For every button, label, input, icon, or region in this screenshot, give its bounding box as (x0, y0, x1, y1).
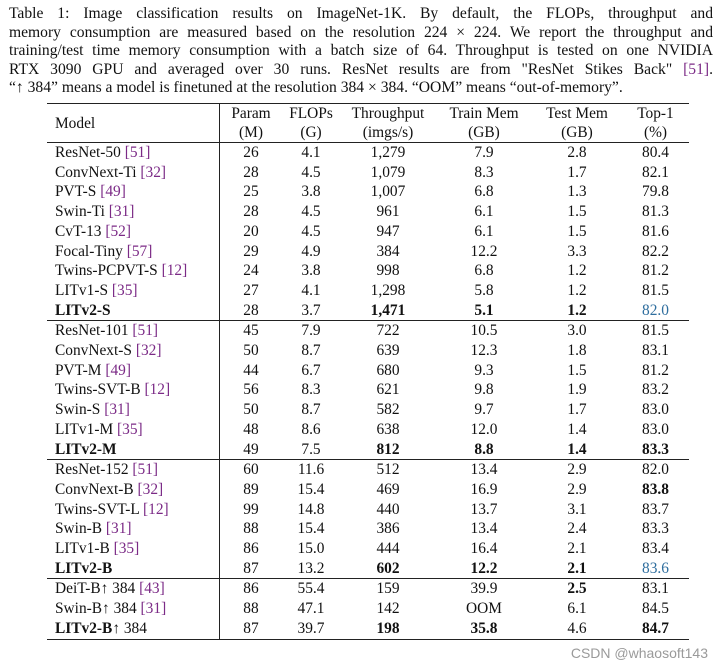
table-row (47, 361, 689, 381)
train-mem-cell: 6.1 (474, 222, 494, 240)
model-citation[interactable]: [12] (161, 262, 188, 280)
model-name: DeiT-B (55, 580, 101, 598)
throughput-cell: 680 (376, 361, 400, 379)
throughput-cell: 1,007 (370, 183, 406, 201)
throughput-cell: 386 (376, 520, 400, 538)
param-cell: 28 (220, 163, 283, 183)
model-cell (47, 500, 220, 520)
flops-cell: 4.5 (301, 222, 321, 240)
top1-cell: 81.6 (642, 222, 669, 240)
train-mem-cell: 16.9 (470, 480, 498, 498)
throughput-cell: 961 (376, 203, 400, 221)
model-citation[interactable]: [57] (126, 242, 153, 260)
flops-cell: 13.2 (297, 559, 325, 577)
table-row (47, 500, 689, 520)
caption-line-1: Table 1: Image classification results on ImageNet-1K. By default, the FLOPs, throughput and (9, 5, 713, 22)
throughput-cell: 444 (376, 540, 400, 558)
test-mem-cell: 1.8 (567, 342, 587, 360)
param-cell: 56 (220, 380, 283, 400)
model-cell (47, 480, 220, 500)
param-cell: 48 (220, 420, 283, 440)
model-cell (47, 579, 220, 599)
throughput-cell: 1,079 (370, 163, 406, 181)
top1-cell: 83.0 (642, 420, 669, 438)
watermark: CSDN @whaosoft143 (570, 645, 708, 661)
flops-cell: 8.3 (301, 381, 321, 399)
model-citation[interactable]: [43] (139, 580, 165, 598)
test-mem-cell: 2.9 (567, 480, 587, 498)
table-row (47, 281, 689, 301)
param-cell: 44 (220, 361, 283, 381)
model-cell (47, 400, 220, 420)
test-mem-cell: 2.1 (567, 540, 587, 558)
model-cell (47, 539, 220, 559)
train-mem-cell: 9.3 (474, 361, 494, 379)
flops-cell: 7.9 (282, 321, 340, 341)
param-cell: 20 (220, 222, 283, 242)
model-citation[interactable]: [35] (111, 281, 138, 299)
table-row (47, 163, 689, 183)
table-row (47, 301, 689, 321)
param-cell: 89 (220, 480, 283, 500)
table-row (47, 519, 689, 539)
param-cell: 24 (220, 261, 283, 281)
throughput-cell: 440 (376, 500, 400, 518)
model-name: ConvNext-S (55, 342, 132, 360)
flops-cell: 4.1 (301, 281, 321, 299)
top1-cell: 82.0 (642, 301, 669, 319)
model-cell (47, 619, 220, 639)
throughput-cell: 159 (340, 579, 436, 599)
table-row (47, 480, 689, 500)
header-throughput: Throughput (351, 105, 425, 122)
model-cell (47, 281, 220, 301)
model-cell (47, 301, 220, 321)
caption-citation[interactable]: [51] (683, 60, 710, 78)
top1-cell: 84.5 (642, 600, 669, 618)
table-group (47, 143, 689, 321)
param-cell: 60 (220, 460, 283, 480)
flops-cell: 14.8 (297, 500, 325, 518)
model-name: Focal-Tiny (55, 242, 123, 260)
model-cell (47, 182, 220, 202)
model-name: Twins-SVT-B (55, 381, 141, 399)
flops-cell: 8.7 (301, 401, 321, 419)
train-mem-cell: 12.3 (470, 342, 498, 360)
model-cell (47, 261, 220, 281)
param-cell: 25 (220, 182, 283, 202)
test-mem-cell: 2.1 (567, 559, 587, 577)
top1-cell: 83.3 (642, 440, 669, 458)
model-name: ResNet-152 (55, 461, 129, 479)
train-mem-cell: OOM (466, 600, 502, 618)
flops-cell: 3.8 (301, 183, 321, 201)
table-row (47, 420, 689, 440)
throughput-cell: 1,279 (340, 143, 436, 163)
test-mem-cell: 1.4 (567, 440, 587, 458)
top1-cell: 83.7 (642, 500, 669, 518)
model-name: LITv2-M (55, 440, 117, 458)
test-mem-cell: 1.2 (567, 262, 587, 280)
table-row (47, 341, 689, 361)
throughput-cell: 384 (376, 242, 400, 260)
flops-cell: 39.7 (297, 619, 325, 637)
flops-cell: 6.7 (301, 361, 321, 379)
model-name: Swin-Ti (55, 203, 105, 221)
top1-cell: 83.8 (642, 480, 669, 498)
param-cell: 87 (220, 559, 283, 579)
model-cell (47, 460, 220, 480)
train-mem-cell: 6.8 (474, 262, 494, 280)
model-citation[interactable]: [31] (140, 600, 167, 618)
model-name: PVT-M (55, 361, 102, 379)
test-mem-cell: 3.0 (532, 321, 622, 341)
top1-cell: 81.2 (642, 262, 669, 280)
model-name: LITv2-S (55, 301, 111, 319)
param-cell: 88 (220, 519, 283, 539)
table-header (47, 104, 689, 143)
throughput-cell: 1,298 (370, 281, 406, 299)
model-cell (47, 519, 220, 539)
model-name: Swin-B (55, 520, 103, 538)
train-mem-cell: 8.3 (474, 163, 494, 181)
header-top1: Top-1 (637, 105, 674, 122)
top1-cell: 82.0 (622, 460, 689, 480)
flops-cell: 47.1 (297, 600, 325, 618)
model-name: LITv1-S (55, 281, 109, 299)
param-cell: 88 (220, 599, 283, 619)
test-mem-cell: 1.7 (567, 163, 587, 181)
throughput-cell: 198 (376, 619, 400, 637)
top1-cell: 83.4 (642, 540, 669, 558)
train-mem-cell: 12.2 (470, 242, 498, 260)
test-mem-cell: 1.2 (567, 301, 587, 319)
model-citation[interactable]: [31] (108, 203, 135, 221)
train-mem-cell: 6.1 (474, 203, 494, 221)
flops-cell: 15.4 (297, 520, 325, 538)
model-name: LITv2-B (55, 619, 113, 637)
model-resolution-suffix: ↑ 384 (102, 600, 137, 618)
header-model: Model (55, 114, 96, 132)
caption-line-4-end: . (709, 60, 713, 78)
top1-cell: 82.1 (642, 163, 669, 181)
throughput-cell: 469 (376, 480, 400, 498)
top1-cell: 83.3 (642, 520, 669, 538)
param-cell: 49 (220, 440, 283, 460)
throughput-cell: 812 (376, 440, 400, 458)
train-mem-cell: 35.8 (470, 619, 498, 637)
param-cell: 27 (220, 281, 283, 301)
throughput-cell: 639 (376, 342, 400, 360)
model-name: LITv2-B (55, 559, 113, 577)
table-row (47, 261, 689, 281)
throughput-cell: 602 (376, 559, 400, 577)
header-flops-unit: (G) (282, 123, 340, 143)
flops-cell: 4.9 (301, 242, 321, 260)
top1-cell: 81.3 (642, 203, 669, 221)
train-mem-cell: 5.1 (474, 301, 494, 319)
throughput-cell: 998 (376, 262, 400, 280)
train-mem-cell: 13.4 (436, 460, 532, 480)
top1-cell: 81.5 (642, 281, 669, 299)
top1-cell: 83.1 (622, 579, 689, 599)
flops-cell: 3.7 (301, 301, 321, 319)
train-mem-cell: 13.4 (470, 520, 498, 538)
top1-cell: 79.8 (642, 183, 669, 201)
flops-cell: 11.6 (282, 460, 340, 480)
train-mem-cell: 13.7 (470, 500, 498, 518)
model-name: PVT-S (55, 183, 97, 201)
throughput-cell: 722 (340, 321, 436, 341)
table-row (47, 579, 689, 599)
model-cell (47, 143, 220, 163)
flops-cell: 4.5 (301, 163, 321, 181)
train-mem-cell: 7.9 (436, 143, 532, 163)
model-name: Swin-S (55, 401, 101, 419)
table-row (47, 539, 689, 559)
test-mem-cell: 1.5 (567, 222, 587, 240)
test-mem-cell: 1.2 (567, 281, 587, 299)
flops-cell: 7.5 (301, 440, 321, 458)
train-mem-cell: 39.9 (436, 579, 532, 599)
table-row (47, 599, 689, 619)
table-row (47, 222, 689, 242)
train-mem-cell: 16.4 (470, 540, 498, 558)
model-cell (47, 559, 220, 579)
table-row (47, 619, 689, 639)
model-citation[interactable]: [49] (105, 361, 131, 379)
param-cell: 45 (220, 321, 283, 341)
model-citation[interactable]: [51] (124, 144, 151, 161)
flops-cell: 4.1 (282, 143, 340, 163)
throughput-cell: 1,471 (370, 301, 406, 319)
top1-cell: 83.6 (642, 559, 669, 577)
param-cell: 50 (220, 400, 283, 420)
top1-cell: 83.2 (642, 381, 669, 399)
table-row (47, 321, 689, 341)
top1-cell: 83.1 (642, 342, 669, 360)
train-mem-cell: 6.8 (474, 183, 494, 201)
table-row (47, 380, 689, 400)
model-resolution-suffix: ↑ 384 (100, 580, 136, 598)
header-test-mem-unit: (GB) (532, 123, 622, 143)
caption-line-4 (9, 61, 713, 80)
model-name: Twins-SVT-L (55, 500, 140, 518)
caption-line-3: training/test time memory consumption with a batch size of 64. Throughput is tested on one NVIDIA (9, 42, 713, 60)
table-row (47, 182, 689, 202)
test-mem-cell: 1.3 (567, 183, 587, 201)
test-mem-cell: 1.4 (567, 420, 587, 438)
model-name: Twins-PCPVT-S (55, 262, 158, 280)
param-cell: 86 (220, 539, 283, 559)
param-cell: 87 (220, 619, 283, 639)
model-cell (47, 163, 220, 183)
test-mem-cell: 1.9 (567, 381, 587, 399)
header-test-mem: Test Mem (546, 105, 608, 122)
model-cell (47, 202, 220, 222)
throughput-cell: 947 (376, 222, 400, 240)
table-row (47, 559, 689, 579)
table-row (47, 242, 689, 262)
model-citation[interactable]: [31] (105, 520, 132, 538)
flops-cell: 8.7 (301, 342, 321, 360)
top1-cell: 81.2 (642, 361, 669, 379)
top1-cell: 81.5 (622, 321, 689, 341)
flops-cell: 4.5 (301, 203, 321, 221)
top1-cell: 83.0 (642, 401, 669, 419)
model-name: CvT-13 (55, 222, 102, 240)
table-row (47, 143, 689, 163)
caption-line-2: memory consumption are measured based on the resolution 224 × 224. We report the throughput and (9, 23, 713, 41)
flops-cell: 8.6 (301, 420, 321, 438)
test-mem-cell: 6.1 (567, 600, 587, 618)
model-cell (47, 440, 220, 460)
table-group (47, 460, 689, 579)
throughput-cell: 621 (376, 381, 400, 399)
header-param-unit: (M) (220, 123, 283, 143)
model-name: Swin-B (55, 600, 103, 618)
model-citation[interactable]: [35] (117, 420, 143, 438)
test-mem-cell: 3.3 (567, 242, 587, 260)
model-citation[interactable]: [32] (140, 163, 167, 181)
model-cell (47, 321, 220, 341)
throughput-cell: 638 (376, 420, 400, 438)
table-group (47, 321, 689, 460)
flops-cell: 55.4 (282, 579, 340, 599)
test-mem-cell: 4.6 (567, 619, 587, 637)
train-mem-cell: 10.5 (436, 321, 532, 341)
header-flops: FLOPs (289, 105, 333, 122)
model-name: LITv1-M (55, 420, 114, 438)
model-citation[interactable]: [35] (113, 540, 140, 558)
test-mem-cell: 1.7 (567, 401, 587, 419)
param-cell: 86 (220, 579, 283, 599)
train-mem-cell: 9.7 (474, 401, 494, 419)
param-cell: 29 (220, 242, 283, 262)
caption-line-4-text: RTX 3090 GPU and averaged over 30 runs. ResNet results are from "ResNet Stikes Back" (9, 60, 684, 78)
param-cell: 28 (220, 202, 283, 222)
model-cell (47, 599, 220, 619)
train-mem-cell: 12.2 (470, 559, 498, 577)
model-citation[interactable]: [49] (100, 183, 126, 201)
flops-cell: 15.0 (297, 540, 325, 558)
model-name: ConvNext-Ti (55, 163, 137, 181)
test-mem-cell: 1.5 (567, 361, 587, 379)
param-cell: 99 (220, 500, 283, 520)
model-cell (47, 380, 220, 400)
table-row (47, 202, 689, 222)
table-row (47, 400, 689, 420)
model-citation[interactable]: [32] (137, 480, 164, 498)
param-cell: 28 (220, 301, 283, 321)
test-mem-cell: 3.1 (567, 500, 587, 518)
param-cell: 26 (220, 143, 283, 163)
model-citation[interactable]: [51] (132, 461, 159, 479)
header-train-mem-unit: (GB) (436, 123, 532, 143)
test-mem-cell: 1.5 (567, 203, 587, 221)
train-mem-cell: 5.8 (474, 281, 494, 299)
model-cell (47, 222, 220, 242)
flops-cell: 3.8 (301, 262, 321, 280)
top1-cell: 84.7 (642, 619, 669, 637)
model-cell (47, 242, 220, 262)
header-train-mem: Train Mem (449, 105, 519, 122)
header-top1-unit: (%) (622, 123, 689, 143)
test-mem-cell: 2.8 (532, 143, 622, 163)
test-mem-cell: 2.4 (567, 520, 587, 538)
top1-cell: 80.4 (622, 143, 689, 163)
throughput-cell: 582 (376, 401, 400, 419)
model-citation[interactable]: [51] (132, 322, 159, 340)
model-cell (47, 341, 220, 361)
caption-line-5: “↑ 384” means a model is finetuned at the resolution 384 × 384. “OOM” means “out-of-memory”. (9, 79, 623, 97)
model-cell (47, 361, 220, 381)
model-citation[interactable]: [52] (105, 222, 131, 240)
model-resolution-suffix: ↑ 384 (112, 619, 147, 637)
results-table (47, 103, 689, 640)
throughput-cell: 512 (340, 460, 436, 480)
model-name: ResNet-101 (55, 322, 129, 340)
model-name: ResNet-50 (55, 144, 121, 161)
header-param: Param (220, 104, 283, 124)
model-citation[interactable]: [12] (144, 381, 171, 399)
model-citation[interactable]: [31] (104, 401, 130, 419)
train-mem-cell: 8.8 (474, 440, 494, 458)
model-citation[interactable]: [12] (143, 500, 169, 518)
table-group (47, 579, 689, 639)
table-row (47, 460, 689, 480)
model-citation[interactable]: [32] (135, 342, 162, 360)
test-mem-cell: 2.9 (532, 460, 622, 480)
throughput-cell: 142 (376, 600, 400, 618)
top1-cell: 82.2 (642, 242, 669, 260)
table-caption (9, 5, 713, 98)
param-cell: 50 (220, 341, 283, 361)
model-name: LITv1-B (55, 540, 110, 558)
header-throughput-unit: (imgs/s) (340, 123, 436, 143)
train-mem-cell: 9.8 (474, 381, 494, 399)
model-name: ConvNext-B (55, 480, 134, 498)
test-mem-cell: 2.5 (532, 579, 622, 599)
train-mem-cell: 12.0 (470, 420, 498, 438)
model-cell (47, 420, 220, 440)
table-row (47, 440, 689, 460)
flops-cell: 15.4 (297, 480, 325, 498)
